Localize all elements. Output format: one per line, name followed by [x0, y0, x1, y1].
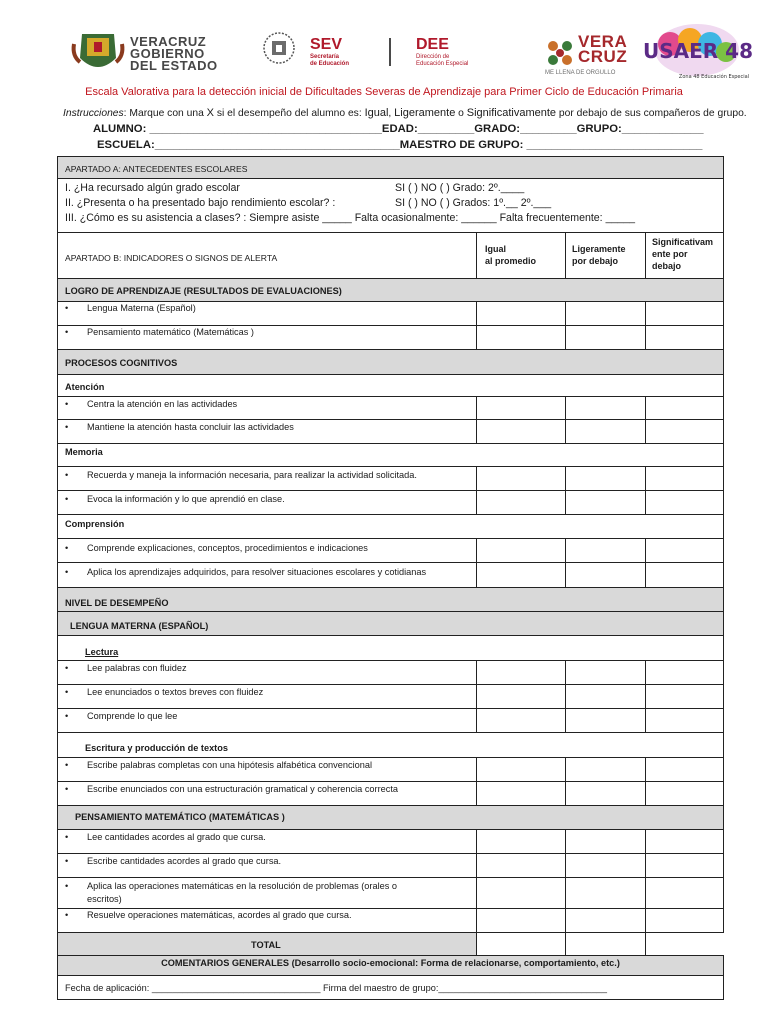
table-row	[58, 491, 723, 515]
cell-significativamente[interactable]	[645, 782, 724, 805]
cell-igual[interactable]	[476, 909, 566, 932]
cell-igual[interactable]	[476, 782, 566, 805]
cell-significativamente[interactable]	[645, 685, 724, 708]
total-ligeramente[interactable]	[565, 933, 646, 955]
col-igual	[476, 233, 566, 278]
rating-cells	[476, 302, 723, 325]
sev-logo-text: SEV	[310, 36, 343, 53]
table-row	[58, 396, 723, 420]
bullet: •	[65, 303, 69, 313]
section-nivel	[58, 588, 723, 612]
rating-cells	[476, 758, 723, 781]
cell-ligeramente[interactable]	[565, 661, 646, 684]
rating-cells	[476, 709, 723, 732]
bullet: •	[65, 543, 69, 553]
subsection-lectura-title: Lectura	[85, 647, 119, 657]
apartado-a-body	[58, 179, 723, 233]
section-pensamiento-matematico	[58, 806, 723, 830]
col-label-line: debajo	[652, 261, 682, 271]
rating-cells	[476, 933, 723, 955]
cell-significativamente[interactable]	[645, 326, 724, 349]
cell-significativamente[interactable]	[645, 854, 724, 877]
section-procesos-title: PROCESOS COGNITIVOS	[65, 358, 178, 368]
cell-significativamente[interactable]	[645, 878, 724, 908]
cell-igual[interactable]	[476, 661, 566, 684]
row-label	[65, 422, 294, 432]
option-ligeramente: Ligeramente	[394, 107, 456, 119]
item-text: Lee cantidades acordes al grado que cursa.	[87, 832, 266, 842]
veracruz-brand-text	[578, 34, 627, 64]
veracruz-slogan: ME LLENA DE ORGULLO	[545, 70, 616, 76]
cell-significativamente[interactable]	[645, 758, 724, 781]
section-lengua-espanol	[58, 612, 723, 636]
rating-cells	[476, 878, 723, 908]
cell-ligeramente[interactable]	[565, 685, 646, 708]
bullet: •	[65, 832, 69, 842]
item-text: Lee palabras con fluidez	[87, 663, 187, 673]
row-label	[65, 687, 263, 697]
cell-ligeramente[interactable]	[565, 563, 646, 587]
cell-igual[interactable]	[476, 758, 566, 781]
cell-igual[interactable]	[476, 397, 566, 419]
cell-significativamente[interactable]	[645, 909, 724, 932]
comments-header	[58, 956, 723, 976]
col-significativamente	[645, 233, 724, 278]
bullet: •	[65, 494, 69, 504]
zona-text: Zona 48 Educación Especial	[678, 74, 750, 80]
cell-significativamente[interactable]	[645, 302, 724, 325]
apartado-a-header	[58, 157, 723, 179]
cruz-line: CRUZ	[578, 47, 628, 66]
instructions-label: Instrucciones	[63, 108, 124, 119]
col-label-line: Igual	[485, 244, 507, 254]
row-label	[65, 832, 266, 842]
cell-ligeramente[interactable]	[565, 854, 646, 877]
instructions-x: X	[206, 107, 215, 119]
subsection-atencion-title: Atención	[65, 382, 105, 392]
bullet: •	[65, 711, 69, 721]
apartado-b-title: APARTADO B: INDICADORES O SIGNOS DE ALERTA	[65, 253, 278, 263]
row-label	[65, 543, 368, 553]
item-text: Escribe enunciados con una estructuración gramatical y coherencia correcta	[87, 784, 399, 794]
table-row	[58, 661, 723, 685]
col-label-line: Ligeramente	[572, 244, 626, 254]
answer-recursado[interactable]: SI ( ) NO ( ) Grado: 2º.____	[395, 182, 525, 194]
cell-igual[interactable]	[476, 491, 566, 514]
item-text: Comprende explicaciones, conceptos, procedimientos e indicaciones	[87, 543, 368, 553]
usaer-48-logo	[643, 22, 753, 84]
dee-sub-line: Educación Especial	[416, 61, 469, 67]
row-label	[65, 711, 177, 721]
col-ligeramente-label	[572, 243, 626, 267]
total-significativamente[interactable]	[645, 933, 724, 955]
cell-ligeramente[interactable]	[565, 397, 646, 419]
option-igual: Igual	[364, 107, 389, 119]
cell-igual[interactable]	[476, 539, 566, 562]
row-label	[65, 567, 426, 577]
cell-ligeramente[interactable]	[565, 909, 646, 932]
table-row	[58, 709, 723, 733]
item-text: Aplica los aprendizajes adquiridos, para resolver situaciones escolares y cotidianas	[87, 567, 427, 577]
subsection-escritura	[58, 733, 723, 758]
cell-igual[interactable]	[476, 467, 566, 490]
cell-igual[interactable]	[476, 302, 566, 325]
bullet: •	[65, 399, 69, 409]
table-row	[58, 420, 723, 444]
cell-ligeramente[interactable]	[565, 467, 646, 490]
rating-cells	[476, 909, 723, 932]
evaluation-table	[57, 156, 724, 1000]
table-row	[58, 685, 723, 709]
item-lengua-materna: Lengua Materna (Español)	[87, 303, 196, 313]
bullet: •	[65, 422, 69, 432]
cell-significativamente[interactable]	[645, 397, 724, 419]
table-row	[58, 563, 723, 588]
cell-igual[interactable]	[476, 830, 566, 853]
form-title: Escala Valorativa para la detección inicial de Dificultades Severas de Aprendizaje para Primer Ciclo de Educación Primaria	[85, 86, 683, 98]
item-text-continuation: escritos)	[87, 894, 122, 904]
item-text: Centra la atención en las actividades	[87, 399, 238, 409]
cell-ligeramente[interactable]	[565, 782, 646, 805]
table-row	[58, 830, 723, 854]
rating-cells	[476, 539, 723, 562]
row-label	[65, 303, 196, 313]
section-lengua-espanol-title: LENGUA MATERNA (ESPAÑOL)	[70, 621, 209, 631]
cell-ligeramente[interactable]	[565, 539, 646, 562]
item-text: Lee enunciados o textos breves con fluidez	[87, 687, 264, 697]
footer-row	[58, 976, 723, 999]
subsection-memoria	[58, 444, 723, 467]
apartado-a-title: APARTADO A: ANTECEDENTES ESCOLARES	[65, 164, 248, 174]
rating-cells	[476, 685, 723, 708]
subsection-memoria-title: Memoria	[65, 447, 103, 457]
subsection-atencion	[58, 375, 723, 397]
cell-igual[interactable]	[476, 563, 566, 587]
apartado-b-header	[58, 233, 723, 279]
row-label	[65, 470, 417, 480]
bullet: •	[65, 856, 69, 866]
cell-ligeramente[interactable]	[565, 491, 646, 514]
total-row	[58, 933, 723, 956]
bullet: •	[65, 784, 69, 794]
item-text: Resuelve operaciones matemáticas, acordes al grado que cursa.	[87, 910, 352, 920]
row-label	[65, 856, 281, 866]
row-label	[65, 760, 372, 770]
row-label	[65, 494, 285, 504]
cell-igual[interactable]	[476, 878, 566, 908]
table-row	[58, 467, 723, 491]
col-label-line: al promedio	[485, 256, 537, 266]
instructions-text: por debajo de sus compañeros de grupo.	[556, 108, 747, 119]
bullet: •	[65, 760, 69, 770]
item-text: Mantiene la atención hasta concluir las actividades	[87, 422, 294, 432]
logo-separator	[389, 38, 391, 66]
cell-significativamente[interactable]	[645, 661, 724, 684]
cell-significativamente[interactable]	[645, 709, 724, 732]
instructions-text: : Marque con una	[123, 108, 207, 119]
rating-cells	[476, 420, 723, 443]
col-label-line: ente por	[652, 249, 688, 259]
veracruz-line: VERACRUZ	[130, 34, 207, 49]
rating-cells	[476, 854, 723, 877]
cell-ligeramente[interactable]	[565, 758, 646, 781]
col-label-line: Significativam	[652, 237, 714, 247]
estado-line: DEL ESTADO	[130, 58, 218, 73]
answer-rendimiento[interactable]: SI ( ) NO ( ) Grados: 1º.__ 2º.___	[395, 197, 552, 209]
section-nivel-title: NIVEL DE DESEMPEÑO	[65, 598, 169, 608]
total-label: TOTAL	[251, 940, 281, 950]
dee-logo-text: DEE	[416, 36, 449, 53]
instructions-text: si el desempeño del alumno es:	[214, 108, 365, 119]
table-row	[58, 909, 723, 933]
subsection-lectura	[58, 636, 723, 661]
col-igual-label	[485, 243, 536, 267]
row-label	[65, 910, 352, 920]
sev-sub-line: de Educación	[310, 61, 350, 67]
comments-title: COMENTARIOS GENERALES (Desarrollo socio-emocional: Forma de relacionarse, comportamiento, etc.)	[161, 958, 620, 968]
subsection-comprension	[58, 515, 723, 539]
item-pensamiento: Pensamiento matemático (Matemáticas )	[87, 327, 254, 337]
svg-text:USAER 48: USAER 48	[643, 39, 753, 63]
cell-igual[interactable]	[476, 420, 566, 443]
item-text: Comprende lo que lee	[87, 711, 178, 721]
question-recursado: I. ¿Ha recursado algún grado escolar	[65, 182, 240, 194]
rating-cells	[476, 830, 723, 853]
veracruz-flower-icon	[545, 38, 575, 68]
table-row	[58, 758, 723, 782]
bullet: •	[65, 910, 69, 920]
cell-igual[interactable]	[476, 709, 566, 732]
bullet: •	[65, 327, 69, 337]
instructions-sep: o	[455, 108, 467, 119]
section-logro	[58, 279, 723, 302]
rating-columns-header	[476, 233, 723, 278]
sev-sub-line: Secretaría	[310, 54, 340, 60]
rating-cells	[476, 326, 723, 349]
cell-significativamente[interactable]	[645, 563, 724, 587]
school-info-line[interactable]: ESCUELA:_______________________________________MAESTRO DE GRUPO: ____________________________	[97, 139, 703, 151]
table-row	[58, 326, 723, 350]
gobierno-line: GOBIERNO	[130, 46, 205, 61]
section-procesos	[58, 350, 723, 375]
cell-significativamente[interactable]	[645, 539, 724, 562]
cell-significativamente[interactable]	[645, 420, 724, 443]
col-label-line: por debajo	[572, 256, 619, 266]
row-label	[65, 663, 187, 673]
bullet: •	[65, 687, 69, 697]
veracruz-gobierno-text	[130, 36, 218, 72]
vera-line: VERA	[578, 32, 628, 51]
item-text: Recuerda y maneja la información necesaria, para realizar la actividad solicitada.	[87, 470, 417, 480]
table-row	[58, 302, 723, 326]
dee-subtitle	[416, 54, 468, 68]
date-signature-line[interactable]: Fecha de aplicación: _________________________________ Firma del maestro de grupo:_________________________________	[65, 983, 608, 993]
cell-ligeramente[interactable]	[565, 326, 646, 349]
rating-cells	[476, 782, 723, 805]
section-pensamiento-title: PENSAMIENTO MATEMÁTICO (MATEMÁTICAS )	[75, 812, 285, 822]
question-rendimiento: II. ¿Presenta o ha presentado bajo rendimiento escolar? :	[65, 197, 336, 209]
item-text: Escribe cantidades acordes al grado que cursa.	[87, 856, 282, 866]
cell-ligeramente[interactable]	[565, 420, 646, 443]
item-text: Escribe palabras completas con una hipótesis alfabética convencional	[87, 760, 372, 770]
col-ligeramente	[565, 233, 646, 278]
instructions-sep: ,	[388, 108, 395, 119]
bullet: •	[65, 470, 69, 480]
sev-seal-icon	[262, 30, 296, 66]
sev-subtitle	[310, 54, 349, 68]
instructions	[63, 107, 747, 119]
section-logro-title: LOGRO DE APRENDIZAJE (RESULTADOS DE EVALUACIONES)	[65, 286, 342, 296]
cell-ligeramente[interactable]	[565, 830, 646, 853]
cell-ligeramente[interactable]	[565, 709, 646, 732]
row-label	[65, 327, 254, 337]
bullet: •	[65, 663, 69, 673]
row-label	[65, 784, 398, 794]
table-row	[58, 539, 723, 563]
cell-igual[interactable]	[476, 685, 566, 708]
item-text: Evoca la información y lo que aprendió en clase.	[87, 494, 285, 504]
table-row	[58, 782, 723, 806]
col-significativamente-label	[652, 236, 713, 272]
option-significativamente: Significativamente	[466, 107, 557, 119]
rating-cells	[476, 491, 723, 514]
row-label	[65, 399, 237, 409]
subsection-comprension-title: Comprensión	[65, 519, 125, 529]
table-row	[58, 878, 723, 909]
cell-significativamente[interactable]	[645, 467, 724, 490]
cell-significativamente[interactable]	[645, 491, 724, 514]
question-asistencia[interactable]: III. ¿Cómo es su asistencia a clases? : Siempre asiste _____ Falta ocasionalmente: ______ Falta frecuentemente: _____	[65, 212, 636, 224]
bullet: •	[65, 567, 69, 577]
rating-cells	[476, 661, 723, 684]
student-info-line[interactable]: ALUMNO: _____________________________________EDAD:_________GRADO:_________GRUPO:_____________	[93, 123, 704, 135]
cell-igual[interactable]	[476, 326, 566, 349]
rating-cells	[476, 563, 723, 587]
header-logos	[0, 16, 768, 78]
table-row	[58, 854, 723, 878]
veracruz-shield-logo	[72, 30, 124, 76]
total-igual[interactable]	[476, 933, 566, 955]
cell-igual[interactable]	[476, 854, 566, 877]
rating-cells	[476, 467, 723, 490]
cell-ligeramente[interactable]	[565, 878, 646, 908]
dee-sub-line: Dirección de	[416, 54, 450, 60]
row-label	[65, 881, 397, 891]
item-text: Aplica las operaciones matemáticas en la resolución de problemas (orales o	[87, 881, 397, 891]
bullet: •	[65, 881, 69, 891]
subsection-escritura-title: Escritura y producción de textos	[85, 743, 228, 753]
cell-ligeramente[interactable]	[565, 302, 646, 325]
cell-significativamente[interactable]	[645, 830, 724, 853]
rating-cells	[476, 397, 723, 419]
